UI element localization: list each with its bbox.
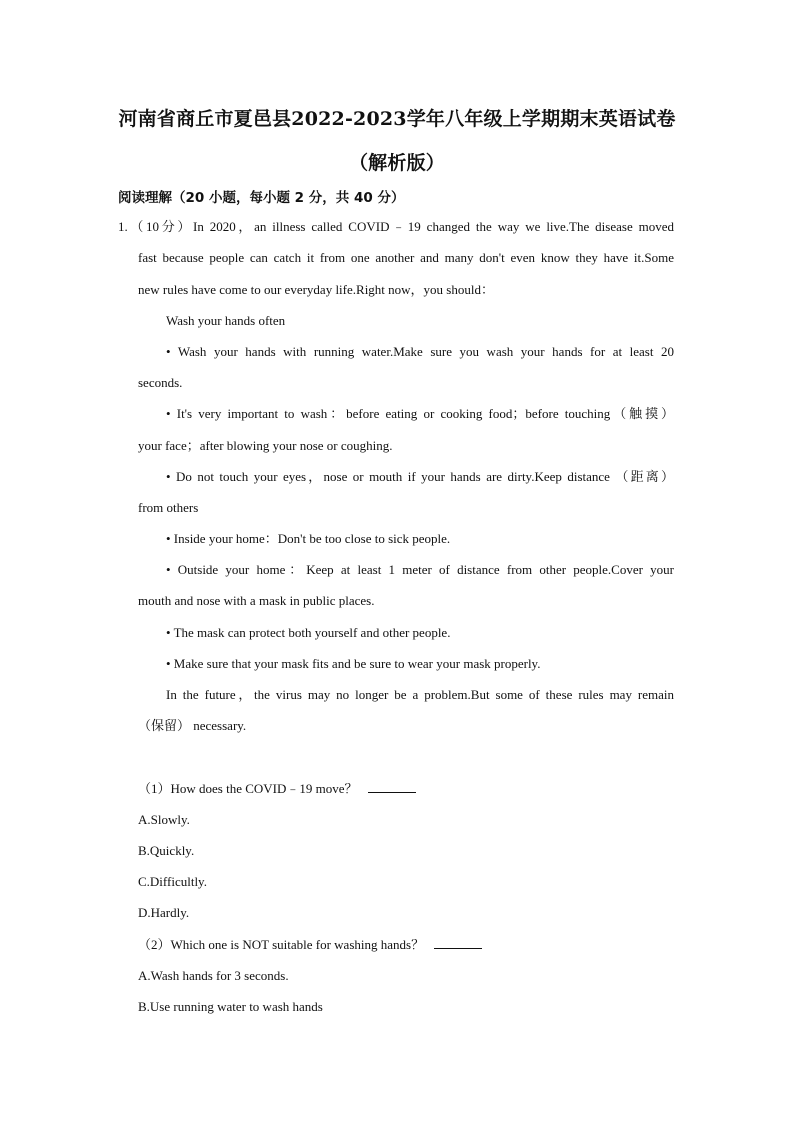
- option-a: A.Wash hands for 3 seconds.: [138, 968, 289, 983]
- bullet-item: • Wash your hands with running water.Make sure you wash your hands for at least 20: [166, 344, 674, 359]
- option-a: A.Slowly.: [138, 812, 190, 827]
- bullet-item: • The mask can protect both yourself and other people.: [166, 625, 451, 640]
- exam-title: 河南省商丘市夏邑县2022-2023学年八年级上学期期末英语试卷: [118, 108, 676, 130]
- bullet-item: • It's very important to wash：before eating or cooking food；before touching（触摸）: [166, 406, 674, 421]
- answer-blank[interactable]: [368, 780, 416, 793]
- passage-line: fast because people can catch it from one another and many don't even know they have it.Some: [138, 250, 674, 265]
- passage-line: （保留） necessary.: [138, 718, 247, 733]
- passage-line: new rules have come to our everyday life.Right now，you should：: [138, 282, 494, 297]
- option-b: B.Use running water to wash hands: [138, 999, 323, 1014]
- sub-question-2: [138, 936, 482, 954]
- sub-question-text: （2）Which one is NOT suitable for washing hands？: [138, 937, 425, 952]
- bullet-item: • Make sure that your mask fits and be sure to wear your mask properly.: [166, 656, 541, 671]
- sub-question-1: [138, 780, 416, 798]
- bullet-item: • Outside your home：Keep at least 1 meter of distance from other people.Cover your: [166, 562, 674, 577]
- option-b: B.Quickly.: [138, 843, 195, 858]
- option-d: D.Hardly.: [138, 905, 190, 920]
- passage-line: mouth and nose with a mask in public places.: [138, 593, 375, 608]
- exam-title-subtitle: （解析版）: [348, 152, 445, 174]
- passage-line: from others: [138, 500, 199, 515]
- section-heading: 阅读理解（20 小题，每小题 2 分，共 40 分）: [118, 190, 405, 206]
- sub-question-text: （1）How does the COVID﹣19 move？: [138, 781, 358, 796]
- passage-line: In the future，the virus may no longer be a problem.But some of these rules may remain: [166, 687, 674, 702]
- passage-subheading: Wash your hands often: [166, 313, 286, 328]
- bullet-item: • Do not touch your eyes，nose or mouth if your hands are dirty.Keep distance （距离）: [166, 469, 674, 484]
- bullet-item: • Inside your home：Don't be too close to sick people.: [166, 531, 451, 546]
- passage-line: seconds.: [138, 375, 183, 390]
- option-c: C.Difficultly.: [138, 874, 207, 889]
- passage-line: 1.（10分）In 2020，an illness called COVID﹣19 changed the way we live.The disease moved: [118, 219, 674, 234]
- passage-line: your face；after blowing your nose or coughing.: [138, 438, 393, 453]
- answer-blank[interactable]: [434, 936, 482, 949]
